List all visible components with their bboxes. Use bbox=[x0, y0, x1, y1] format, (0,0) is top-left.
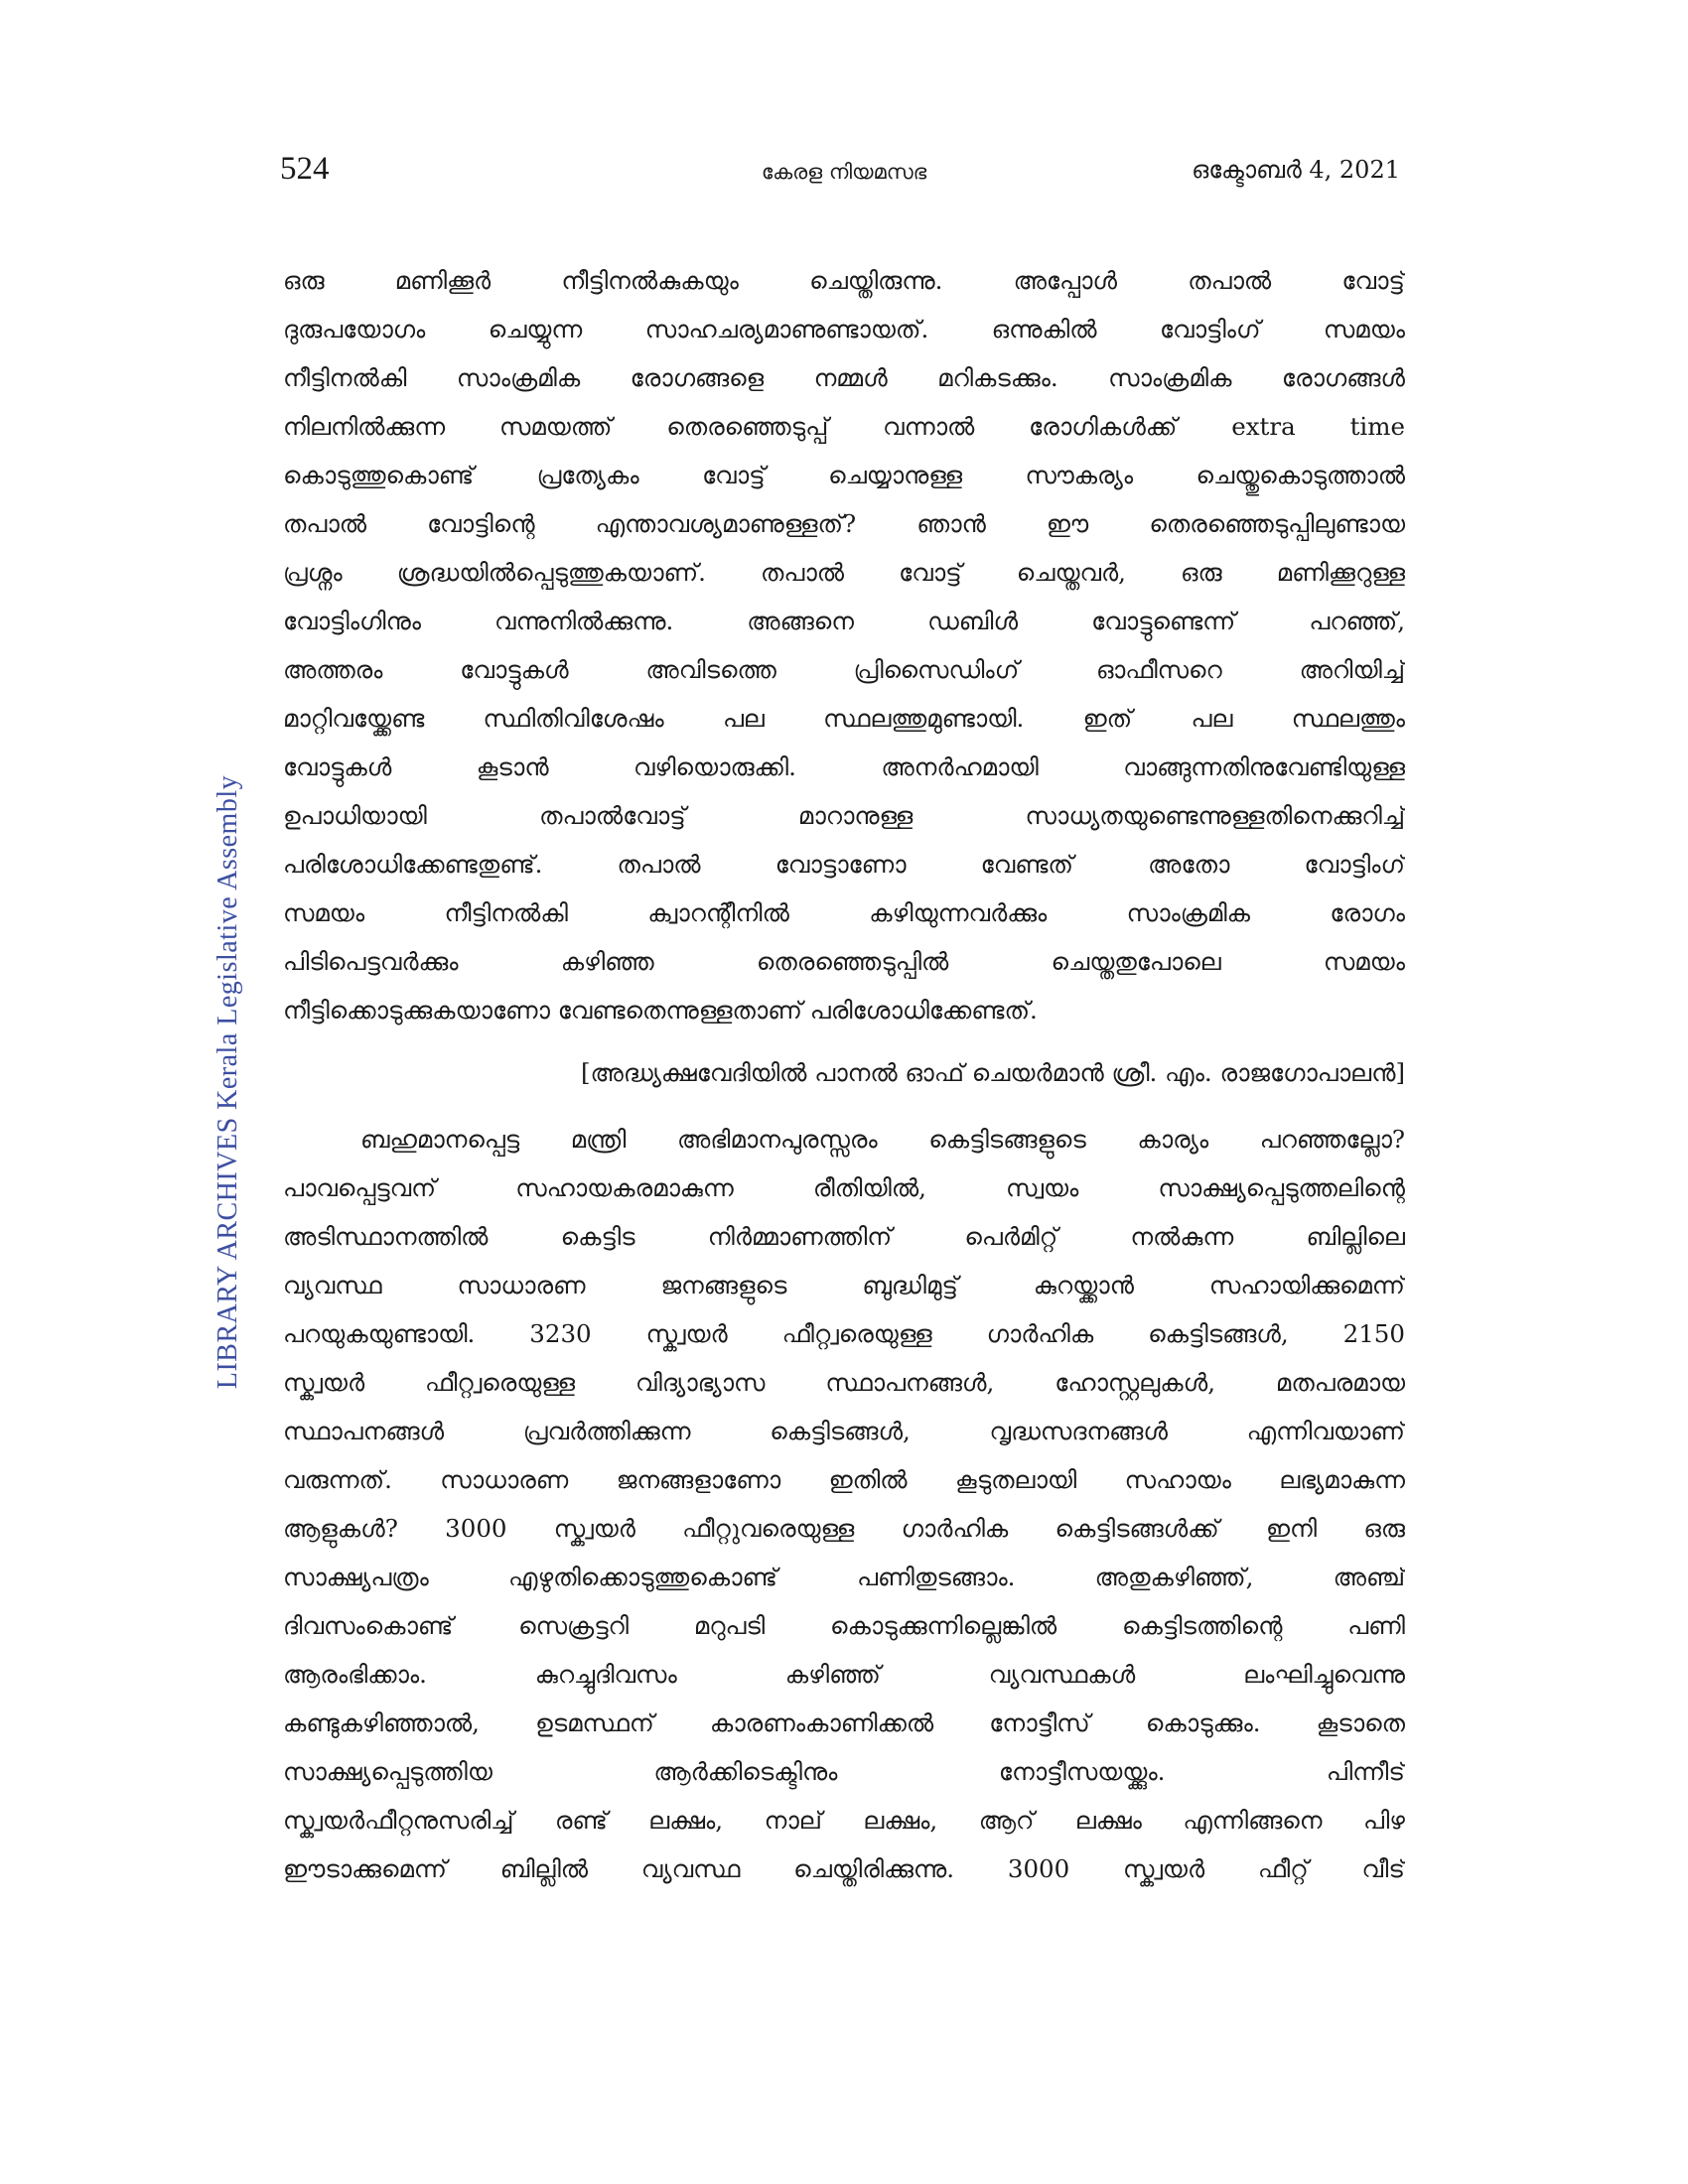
text-line: ബഹുമാനപ്പെട്ട മന്ത്രി അഭിമാനപുരസ്സരം കെട്ടിടങ്ങളുടെ കാര്യം പറഞ്ഞല്ലോ? bbox=[360, 1125, 1405, 1154]
text-line: പിടിപെട്ടവർക്കും കഴിഞ്ഞ തെരഞ്ഞെടുപ്പിൽ ചെയ്തതുപോലെ സമയം bbox=[283, 947, 1405, 976]
text-line: മാറ്റിവയ്ക്കേണ്ട സ്ഥിതിവിശേഷം പല സ്ഥലത്തുമുണ്ടായി. ഇത് പല സ്ഥലത്തും bbox=[283, 704, 1405, 733]
text-line: നിലനിൽക്കുന്ന സമയത്ത് തെരഞ്ഞെടുപ്പ് വന്നാൽ രോഗികൾക്ക് extra time bbox=[283, 412, 1405, 441]
text-line: ദിവസംകൊണ്ട് സെക്രട്ടറി മറുപടി കൊടുക്കുന്നില്ലെങ്കിൽ കെട്ടിടത്തിന്റെ പണി bbox=[283, 1611, 1405, 1640]
text-line: ആളുകൾ? 3000 സ്ക്വയർ ഫീറ്റുവരെയുള്ള ഗാർഹിക കെട്ടിടങ്ങൾക്ക് ഇനി ഒരു bbox=[283, 1514, 1405, 1543]
running-title: കേരള നിയമസഭ bbox=[761, 160, 927, 184]
page-number: 524 bbox=[280, 151, 330, 187]
text-line: നീട്ടിക്കൊടുക്കുകയാണോ വേണ്ടതെന്നുള്ളതാണ് പരിശോധിക്കേണ്ടത്. bbox=[283, 996, 1038, 1024]
paragraph-1 bbox=[283, 256, 1405, 1034]
document-body bbox=[283, 256, 1405, 1893]
text-line: സമയം നീട്ടിനൽകി ക്വാറന്റീനിൽ കഴിയുന്നവർക്കും സാംക്രമിക രോഗം bbox=[283, 898, 1405, 927]
text-line: അത്തരം വോട്ടുകൾ അവിടത്തെ പ്രിസൈഡിംഗ് ഓഫീസറെ അറിയിച്ച് bbox=[283, 655, 1405, 684]
text-line: സ്ക്വയർഫീറ്റനുസരിച്ച് രണ്ട് ലക്ഷം, നാല് ലക്ഷം, ആറ് ലക്ഷം എന്നിങ്ങനെ പിഴ bbox=[283, 1806, 1405, 1835]
text-line: വരുന്നത്. സാധാരണ ജനങ്ങളാണോ ഇതിൽ കൂടുതലായി സഹായം ലഭ്യമാകുന്ന bbox=[283, 1465, 1405, 1494]
text-line: അടിസ്ഥാനത്തിൽ കെട്ടിട നിർമ്മാണത്തിന് പെർമിറ്റ് നൽകുന്ന ബില്ലിലെ bbox=[283, 1222, 1405, 1251]
text-line: ഉപാധിയായി തപാൽവോട്ട് മാറാനുള്ള സാധ്യതയുണ്ടെന്നുള്ളതിനെക്കുറിച്ച് bbox=[283, 801, 1405, 830]
text-line: ഈടാക്കുമെന്ന് ബില്ലിൽ വ്യവസ്ഥ ചെയ്തിരിക്കുന്നു. 3000 സ്ക്വയർ ഫീറ്റ് വീട് bbox=[283, 1854, 1405, 1883]
text-line: വോട്ടിംഗിനും വന്നുനിൽക്കുന്നു. അങ്ങനെ ഡബിൾ വോട്ടുണ്ടെന്ന് പറഞ്ഞ്, bbox=[283, 607, 1405, 635]
text-line: സാക്ഷ്യപ്പെടുത്തിയ ആർക്കിടെക്ടിനും നോട്ടീസയയ്ക്കും. പിന്നീട് bbox=[283, 1757, 1405, 1786]
text-line: പരിശോധിക്കേണ്ടതുണ്ട്. തപാൽ വോട്ടാണോ വേണ്ടത് അതോ വോട്ടിംഗ് bbox=[283, 850, 1405, 879]
text-line: ഒരു മണിക്കൂർ നീട്ടിനൽകുകയും ചെയ്തിരുന്നു. അപ്പോൾ തപാൽ വോട്ട് bbox=[283, 266, 1405, 295]
text-line: തപാൽ വോട്ടിന്റെ എന്താവശ്യമാണുള്ളത്? ഞാൻ ഈ തെരഞ്ഞെടുപ്പിലുണ്ടായ bbox=[283, 509, 1405, 538]
text-line: കൊടുത്തുകൊണ്ട് പ്രത്യേകം വോട്ട് ചെയ്യാനുള്ള സൗകര്യം ചെയ്തുകൊടുത്താൽ bbox=[283, 461, 1405, 489]
archive-watermark-text: LIBRARY ARCHIVES Kerala Legislative Assembly bbox=[212, 774, 243, 1390]
text-line: വോട്ടുകൾ കൂടാൻ വഴിയൊരുക്കി. അനർഹമായി വാങ്ങുന്നതിനുവേണ്ടിയുള്ള bbox=[283, 752, 1405, 781]
text-line: സാക്ഷ്യപത്രം എഴുതിക്കൊടുത്തുകൊണ്ട് പണിതുടങ്ങാം. അതുകഴിഞ്ഞ്, അഞ്ച് bbox=[283, 1563, 1405, 1591]
paragraph-2 bbox=[283, 1115, 1405, 1893]
text-line: നീട്ടിനൽകി സാംക്രമിക രോഗങ്ങളെ നമ്മൾ മറികടക്കും. സാംക്രമിക രോഗങ്ങൾ bbox=[283, 363, 1405, 392]
text-line: സ്ക്വയർ ഫീറ്റ്വരെയുള്ള വിദ്യാഭ്യാസ സ്ഥാപനങ്ങൾ, ഹോസ്റ്റലുകൾ, മതപരമായ bbox=[283, 1368, 1405, 1397]
text-line: ദുരുപയോഗം ചെയ്യുന്ന സാഹചര്യമാണുണ്ടായത്. ഒന്നുകിൽ വോട്ടിംഗ് സമയം bbox=[283, 315, 1405, 343]
text-line: ആരംഭിക്കാം. കുറച്ചുദിവസം കഴിഞ്ഞ് വ്യവസ്ഥകൾ ലംഘിച്ചുവെന്നു bbox=[283, 1660, 1405, 1689]
text-line: സ്ഥാപനങ്ങൾ പ്രവർത്തിക്കുന്ന കെട്ടിടങ്ങൾ, വൃദ്ധസദനങ്ങൾ എന്നിവയാണ് bbox=[283, 1417, 1405, 1445]
text-line: പറയുകയുണ്ടായി. 3230 സ്ക്വയർ ഫീറ്റ്വരെയുള്ള ഗാർഹിക കെട്ടിടങ്ങൾ, 2150 bbox=[283, 1319, 1405, 1348]
text-line: കണ്ടുകഴിഞ്ഞാൽ, ഉടമസ്ഥന് കാരണംകാണിക്കൽ നോട്ടീസ് കൊടുക്കും. കൂടാതെ bbox=[283, 1708, 1405, 1737]
header-date: ഒക്ടോബർ 4, 2021 bbox=[1192, 156, 1400, 184]
text-line: പ്രശ്നം ശ്രദ്ധയിൽപ്പെടുത്തുകയാണ്. തപാൽ വോട്ട് ചെയ്തവർ, ഒരു മണിക്കൂറുള്ള bbox=[283, 558, 1405, 587]
chair-note: [അദ്ധ്യക്ഷവേദിയിൽ പാനൽ ഓഫ് ചെയർമാൻ ശ്രീ. എം. രാജഗോപാലൻ] bbox=[580, 1058, 1405, 1087]
text-line: പാവപ്പെട്ടവന് സഹായകരമാകുന്ന രീതിയിൽ, സ്വയം സാക്ഷ്യപ്പെടുത്തലിന്റെ bbox=[283, 1173, 1405, 1202]
text-line: വ്യവസ്ഥ സാധാരണ ജനങ്ങളുടെ ബുദ്ധിമുട്ട് കുറയ്ക്കാൻ സഹായിക്കുമെന്ന് bbox=[283, 1271, 1405, 1299]
